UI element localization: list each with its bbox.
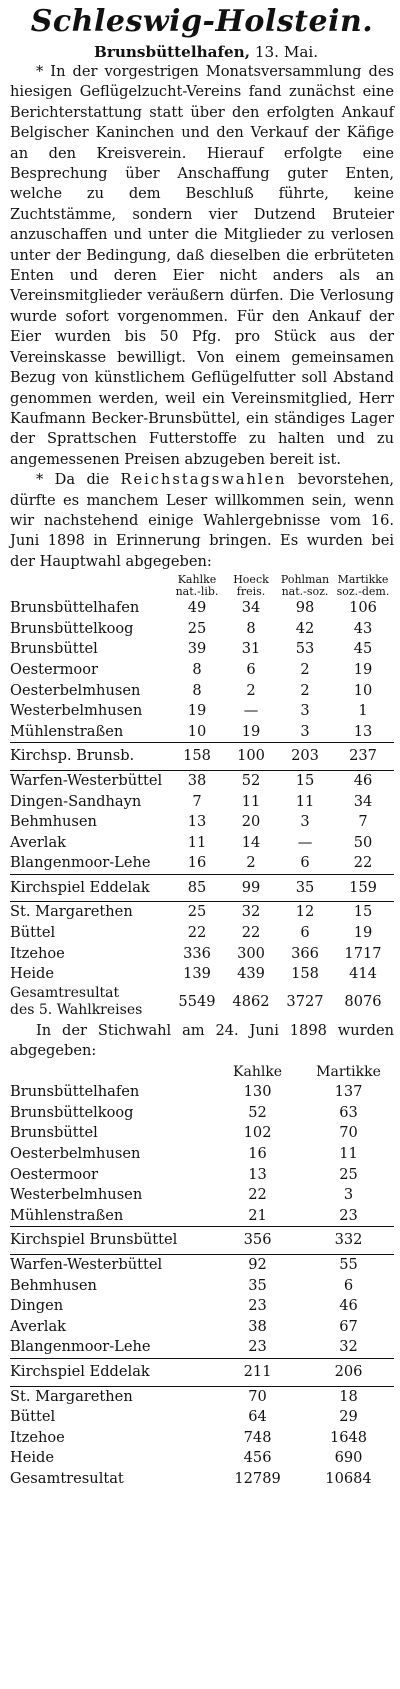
place-name: Averlak	[10, 833, 67, 851]
vote-count: 43	[353, 619, 373, 637]
table-row	[10, 1082, 394, 1103]
runoff-election-table	[10, 1062, 394, 1490]
subtotal-value: 158	[170, 743, 224, 771]
vote-count: 1717	[344, 944, 382, 962]
vote-count: 19	[353, 924, 373, 942]
vote-count: 690	[334, 1449, 363, 1467]
vote-count: 300	[237, 944, 265, 962]
place-name: Oestermoor	[10, 660, 98, 678]
place-name: Blangenmoor-Lehe	[10, 1338, 151, 1356]
dateline-place: Brunsbüttelhafen,	[94, 43, 251, 61]
vote-count: 13	[187, 813, 207, 831]
article-paragraph-2: * Da die Reichstagswahlen bevorstehen, dürfte es manchem Leser willkommen sein, wenn wir nachstehend einige Wahlergebnisse vom 16. Juni 1898 in Erinnerung bringen. Es wurden bei der Hauptwahl abgegeben:	[10, 471, 394, 570]
vote-count: 15	[278, 770, 332, 791]
vote-count: 748	[243, 1428, 272, 1446]
table-row	[10, 770, 394, 791]
vote-count: 2	[246, 681, 256, 699]
place-name: Averlak	[10, 1317, 67, 1335]
vote-count: 32	[224, 902, 278, 923]
place-name: Itzehoe	[10, 1428, 65, 1446]
vote-count: 22	[187, 924, 207, 942]
article-paragraph-3	[10, 1021, 394, 1062]
table-row	[10, 1407, 394, 1428]
table-row	[10, 1337, 394, 1358]
vote-count: 63	[339, 1103, 358, 1121]
subtotal-value: 211	[212, 1358, 303, 1386]
vote-count: 11	[187, 833, 207, 851]
vote-count: 55	[303, 1255, 394, 1276]
place-name: Heide	[10, 1449, 55, 1467]
vote-count: 8	[192, 681, 202, 699]
vote-count: 22	[353, 854, 373, 872]
vote-count: 8	[192, 660, 202, 678]
vote-count: 18	[303, 1386, 394, 1407]
vote-count: 46	[332, 770, 394, 791]
place-name: Heide	[10, 965, 55, 983]
vote-count: 46	[339, 1297, 358, 1315]
candidate-name: Hoeck	[233, 573, 269, 587]
vote-count: 10	[353, 681, 373, 699]
vote-count: 22	[241, 924, 261, 942]
vote-count: 3	[300, 813, 310, 831]
table-row	[10, 902, 394, 923]
vote-count: 1648	[329, 1428, 368, 1446]
vote-count: 45	[353, 640, 373, 658]
table-row	[10, 1185, 394, 1206]
vote-count: 2	[300, 681, 310, 699]
vote-count: 15	[332, 902, 394, 923]
total-label-line: Gesamtresultat	[10, 984, 120, 1001]
total-value: 4862	[232, 992, 270, 1010]
place-name: Büttel	[10, 924, 56, 942]
vote-count: 8	[246, 619, 256, 637]
party-label: nat.-lib.	[175, 585, 219, 599]
table-row	[10, 1296, 394, 1317]
place-name: Brunsbüttelkoog	[10, 619, 134, 637]
total-label	[10, 985, 170, 1019]
vote-count: 29	[339, 1408, 358, 1426]
vote-count: 20	[241, 813, 261, 831]
table-row	[10, 722, 394, 743]
vote-count: 34	[241, 599, 261, 617]
vote-count: 98	[295, 599, 315, 617]
vote-count: 1	[358, 702, 368, 720]
table-row	[10, 1103, 394, 1124]
vote-count: 25	[339, 1165, 358, 1183]
candidate-header	[170, 574, 224, 598]
vote-count: 13	[248, 1165, 267, 1183]
candidate-header	[332, 574, 394, 598]
place-name: Oesterbelmhusen	[10, 681, 141, 699]
vote-count: 7	[358, 813, 368, 831]
vote-count: 16	[248, 1145, 267, 1163]
subtotal-value: 100	[224, 743, 278, 771]
table-header-row	[10, 574, 394, 598]
table-row	[10, 1276, 394, 1297]
article-paragraph-1	[10, 62, 394, 470]
vote-count: 50	[353, 833, 373, 851]
place-name: St. Margarethen	[10, 902, 170, 923]
subtotal-label: Kirchspiel Eddelak	[10, 874, 170, 902]
place-name: Mühlenstraßen	[10, 722, 124, 740]
table-row	[10, 1428, 394, 1449]
vote-count: 11	[295, 792, 315, 810]
vote-count: 35	[248, 1276, 267, 1294]
table-row	[10, 964, 394, 985]
vote-count: 3	[343, 1186, 354, 1204]
dateline	[10, 42, 394, 62]
vote-count: —	[297, 833, 313, 851]
vote-count: 70	[339, 1124, 358, 1142]
place-name: Behmhusen	[10, 1276, 97, 1294]
vote-count: 10684	[325, 1469, 372, 1487]
subtotal-label: Kirchsp. Brunsb.	[10, 743, 170, 771]
table-header-row	[10, 1062, 394, 1083]
table-row	[10, 1206, 394, 1227]
vote-count: 456	[243, 1449, 272, 1467]
vote-count: 38	[170, 770, 224, 791]
vote-count: 19	[353, 660, 373, 678]
place-name: Oestermoor	[10, 1165, 98, 1183]
table-row	[10, 812, 394, 833]
candidate-name: Pohlman	[280, 573, 330, 587]
place-name: Mühlenstraßen	[10, 1206, 124, 1224]
table-row	[10, 660, 394, 681]
table-row	[10, 1317, 394, 1338]
place-name: Oesterbelmhusen	[10, 1145, 141, 1163]
vote-count: 11	[241, 792, 261, 810]
vote-count: 34	[353, 792, 373, 810]
vote-count: 7	[192, 792, 202, 810]
place-name: Warfen-Westerbüttel	[10, 1255, 212, 1276]
total-value: 5549	[178, 992, 216, 1010]
vote-count: 19	[187, 702, 207, 720]
place-name: Itzehoe	[10, 944, 65, 962]
subtotal-value: 237	[332, 743, 394, 771]
candidate-header: Kahlke	[233, 1063, 283, 1080]
table-row	[10, 639, 394, 660]
vote-count: 336	[183, 944, 211, 962]
table-row	[10, 833, 394, 854]
place-name: Blangenmoor-Lehe	[10, 854, 151, 872]
vote-count: 130	[243, 1083, 272, 1101]
vote-count: 6	[300, 924, 310, 942]
subtotal-value: 206	[303, 1358, 394, 1386]
vote-count: 414	[349, 965, 377, 983]
candidate-name: Martikke	[337, 573, 389, 587]
vote-count: 102	[243, 1124, 272, 1142]
vote-count: 42	[295, 619, 315, 637]
vote-count: 14	[241, 833, 261, 851]
vote-count: 366	[291, 944, 319, 962]
vote-count: 31	[241, 640, 261, 658]
table-row	[10, 1123, 394, 1144]
total-value: 8076	[344, 992, 382, 1010]
vote-count: 10	[187, 722, 207, 740]
table-row	[10, 1165, 394, 1186]
subtotal-value: 35	[278, 874, 332, 902]
place-name: Westerbelmhusen	[10, 1186, 143, 1204]
paragraph-text: In der Stichwahl am 24. Juni 1898 wurden abgegeben:	[10, 1021, 394, 1060]
subtotal-value: 203	[278, 743, 332, 771]
vote-count: 439	[237, 965, 265, 983]
vote-count: 139	[183, 965, 211, 983]
vote-count: 16	[187, 854, 207, 872]
place-name: Büttel	[10, 1408, 56, 1426]
place-name: Dingen	[10, 1297, 64, 1315]
party-label: freis.	[236, 585, 266, 599]
candidate-name: Kahlke	[177, 573, 217, 587]
subtotal-row	[10, 743, 394, 771]
vote-count: 19	[241, 722, 261, 740]
subtotal-value: 159	[332, 874, 394, 902]
vote-count: 23	[248, 1338, 267, 1356]
vote-count: 39	[187, 640, 207, 658]
subtotal-value: 332	[303, 1227, 394, 1255]
subtotal-row	[10, 1358, 394, 1386]
total-row	[10, 985, 394, 1019]
place-name: Brunsbüttel	[10, 640, 98, 658]
header-blank	[10, 574, 170, 598]
table-row	[10, 923, 394, 944]
vote-count: 12	[278, 902, 332, 923]
party-label: nat.-soz.	[281, 585, 329, 599]
candidate-header: Martikke	[316, 1063, 381, 1080]
place-name: Gesamtresultat	[10, 1469, 124, 1487]
vote-count: 25	[187, 619, 207, 637]
section-title: Schleswig-Holstein.	[30, 4, 374, 39]
main-election-table	[10, 574, 394, 1019]
table-row	[10, 1255, 394, 1276]
subtotal-value: 99	[224, 874, 278, 902]
vote-count: 3	[300, 702, 310, 720]
vote-count: 106	[349, 599, 377, 617]
subtotal-row	[10, 874, 394, 902]
vote-count: 13	[353, 722, 373, 740]
vote-count: 53	[295, 640, 315, 658]
vote-count: 67	[339, 1317, 358, 1335]
table-row	[10, 1386, 394, 1407]
vote-count: 2	[300, 660, 310, 678]
table-row	[10, 944, 394, 965]
paragraph-text: * In der vorgestrigen Monatsversammlung des hiesigen Geflügelzucht-Vereins fand zunächst eine Berichterstattung statt über den erfolgten Ankauf Belgischer Kaninchen und den Verkauf der Käfige an den Kreisverein. Hierauf erfolgte eine Besprechung über Anschaffung guter Enten, welche zu dem Beschluß führte, keine Zuchtstämme, sondern vier Dutzend Bruteier anzuschaffen und unter die Mitglieder zu verlosen unter der Bedingung, daß dieselben die erbrüteten Enten und deren Eier nicht anders als an Vereinsmitglieder veräußern dürfen. Die Verlosung wurde sofort vorgenommen. Für den Ankauf der Eier wurden bis 50 Pfg. pro Stück aus der Vereinskasse bewilligt. Von einem gemeinsamen Bezug von künstlichem Geflügelfutter soll Abstand genommen werden, weil ein Vereinsmitglied, Herr Kaufmann Becker-Brunsbüttel, ein ständiges Lager der Sprattschen Futterstoffe zu halten und zu angemessenen Preisen abzugeben bereit ist.	[10, 63, 394, 468]
vote-count: 2	[246, 854, 256, 872]
table-row	[10, 598, 394, 619]
total-value: 3727	[286, 992, 324, 1010]
vote-count: 12789	[234, 1469, 281, 1487]
place-name: Brunsbüttelhafen	[10, 599, 140, 617]
vote-count: 25	[170, 902, 224, 923]
vote-count: —	[243, 702, 259, 720]
vote-count: 64	[248, 1408, 267, 1426]
table-row	[10, 701, 394, 722]
vote-count: 70	[212, 1386, 303, 1407]
vote-count: 6	[300, 854, 310, 872]
vote-count: 137	[334, 1083, 363, 1101]
place-name: Dingen-Sandhayn	[10, 792, 142, 810]
subtotal-label: Kirchspiel Brunsbüttel	[10, 1227, 212, 1255]
dateline-date: 13. Mai.	[254, 43, 319, 61]
vote-count: 22	[248, 1186, 267, 1204]
vote-count: 92	[212, 1255, 303, 1276]
party-label: soz.-dem.	[336, 585, 390, 599]
place-name: Brunsbüttelkoog	[10, 1103, 134, 1121]
vote-count: 52	[224, 770, 278, 791]
table-row	[10, 1144, 394, 1165]
candidate-header	[224, 574, 278, 598]
table-row	[10, 681, 394, 702]
place-name: St. Margarethen	[10, 1386, 212, 1407]
place-name: Brunsbüttelhafen	[10, 1083, 140, 1101]
vote-count: 6	[246, 660, 256, 678]
subtotal-value: 356	[212, 1227, 303, 1255]
vote-count: 6	[343, 1276, 354, 1294]
place-name: Warfen-Westerbüttel	[10, 770, 170, 791]
candidate-header	[278, 574, 332, 598]
subtotal-row	[10, 1227, 394, 1255]
vote-count: 23	[339, 1206, 358, 1224]
place-name: Behmhusen	[10, 813, 97, 831]
vote-count: 3	[300, 722, 310, 740]
vote-count: 11	[339, 1145, 358, 1163]
vote-count: 158	[291, 965, 319, 983]
subtotal-label: Kirchspiel Eddelak	[10, 1358, 212, 1386]
total-label-line: des 5. Wahlkreises	[10, 1001, 143, 1018]
vote-count: 52	[248, 1103, 267, 1121]
place-name: Brunsbüttel	[10, 1124, 98, 1142]
vote-count: 38	[248, 1317, 267, 1335]
vote-count: 21	[248, 1206, 267, 1224]
place-name: Westerbelmhusen	[10, 702, 143, 720]
vote-count: 32	[339, 1338, 358, 1356]
table-row	[10, 1448, 394, 1469]
table-row	[10, 619, 394, 640]
subtotal-value: 85	[170, 874, 224, 902]
table-row	[10, 1469, 394, 1490]
table-row	[10, 792, 394, 813]
vote-count: 49	[187, 599, 207, 617]
vote-count: 23	[248, 1297, 267, 1315]
table-row	[10, 853, 394, 874]
header-blank	[10, 1062, 212, 1083]
spaced-keyword: Reichstagswahlen	[120, 471, 287, 489]
